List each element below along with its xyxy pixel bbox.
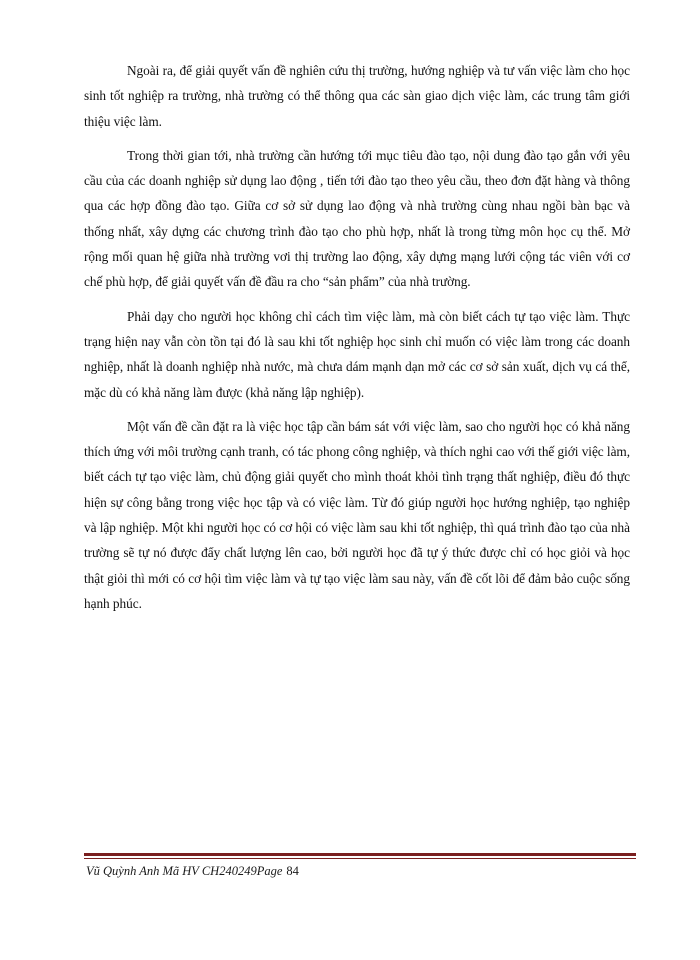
paragraph-2: Trong thời gian tới, nhà trường cần hướng tới mục tiêu đào tạo, nội dung đào tạo gắn với yêu cầu của các doanh nghiệp sử dụng lao động , tiến tới đào tạo theo yêu cầu, theo đơn đặt hàng và thông qua các hợp đồng đào tạo. Giữa cơ sở sử dụng lao động và nhà trường cùng nhau ngồi bàn bạc và thống nhất, xây dựng các chương trình đào tạo cho phù hợp, nhất là trong từng môn học cụ thể. Mở rộng mối quan hệ giữa nhà trường vơi thị trường lao động, xây dựng mạng lưới cộng tác viên với cơ chế phù hợp, để giải quyết vấn đề đầu ra cho “sản phẩm” của nhà trường.: [84, 147, 630, 290]
footer-rule-thin: [84, 858, 636, 859]
page-footer: [86, 864, 299, 879]
paragraph-3: Phải dạy cho người học không chỉ cách tìm việc làm, mà còn biết cách tự tạo việc làm. Thực trạng hiện nay vẫn còn tồn tại đó là sau khi tốt nghiệp học sinh chỉ muốn có việc làm trong các doanh nghiệp, nhất là doanh nghiệp nhà nước, mà chưa dám mạnh dạn mở các cơ sở sản xuất, dịch vụ cá thể, mặc dù có khả năng làm được (khả năng lập nghiệp).: [84, 308, 630, 400]
page-body: [84, 58, 630, 625]
footer-rule-thick: [84, 853, 636, 856]
paragraph-4: Một vấn đề cần đặt ra là việc học tập cần bám sát với việc làm, sao cho người học có khả năng thích ứng với môi trường cạnh tranh, có tác phong công nghiệp, và thích nghi cao với thế giới việc làm, biết cách tự tạo việc làm, chủ động giải quyết cho mình thoát khỏi tình trạng thất nghiệp, điều đó thực hiện sự công bằng trong việc học tập và có việc làm. Từ đó giúp người học hướng nghiệp, tạo nghiệp và lập nghiệp. Một khi người học có cơ hội có việc làm sau khi tốt nghiệp, thì quá trình đào tạo của nhà trường sẽ tự nó được đẩy chất lượng lên cao, bởi người học đã tự ý thức được chỉ có học giỏi và học thật giỏi thì mới có cơ hội tìm việc làm và tự tạo việc làm sau này, vấn đề cốt lõi để đảm bảo cuộc sống hạnh phúc.: [84, 418, 630, 611]
footer-author-text: Vũ Quỳnh Anh Mã HV CH240249Page: [86, 864, 283, 878]
footer-page-number: 84: [286, 864, 299, 878]
paragraph-1: Ngoài ra, để giải quyết vấn đề nghiên cứu thị trường, hướng nghiệp và tư vấn việc làm cho học sinh tốt nghiệp ra trường, nhà trường có thể thông qua các sàn giao dịch việc làm, các trung tâm giới thiệu việc làm.: [84, 63, 630, 129]
